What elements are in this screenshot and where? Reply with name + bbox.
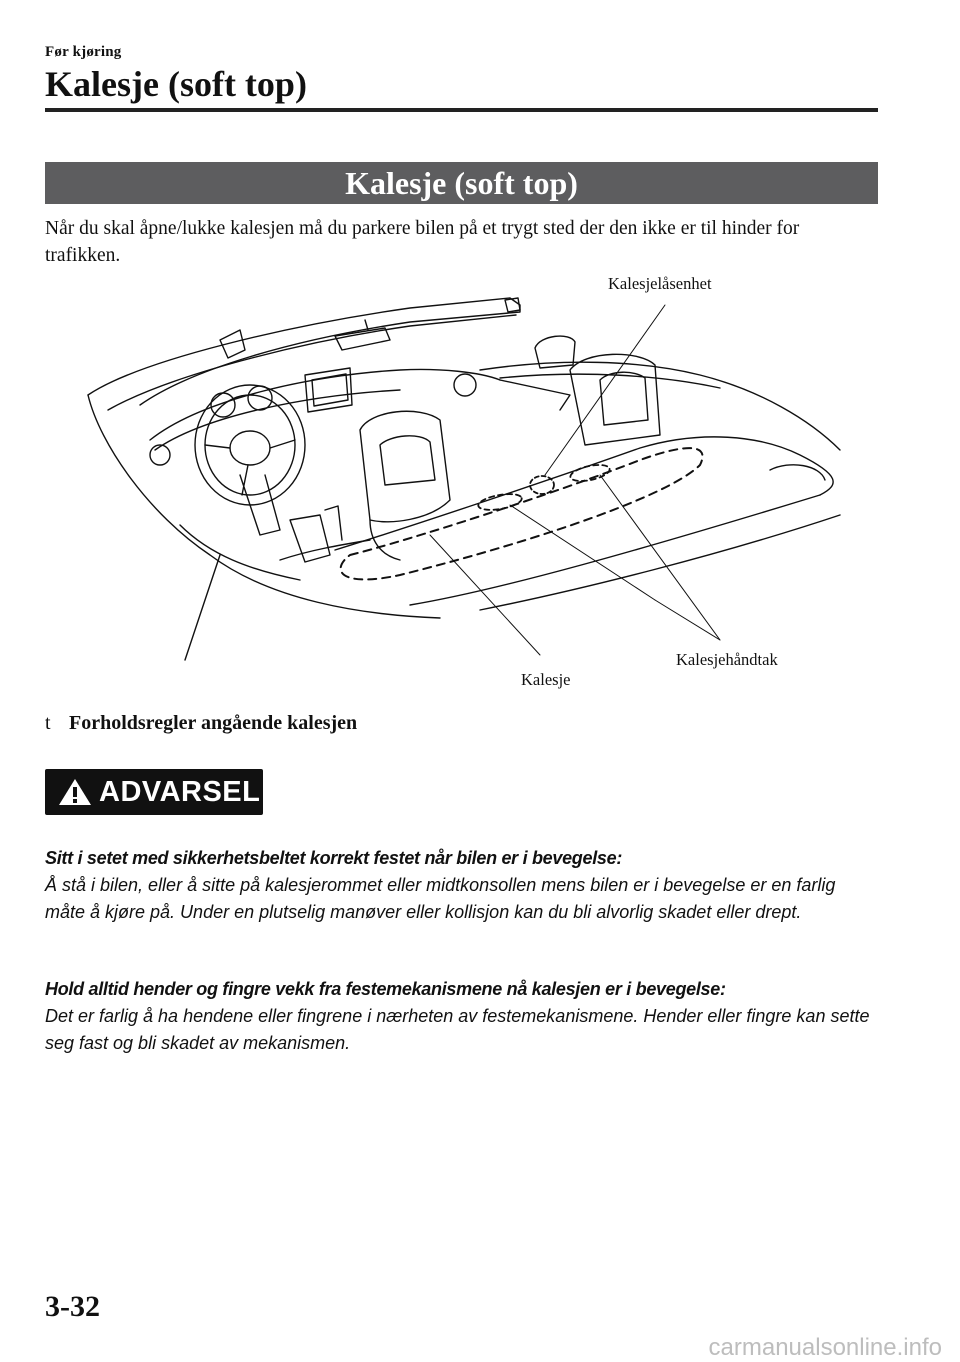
heading-divider [45,108,878,112]
bullet-marker: t [45,712,51,734]
warning-item-heading: Hold alltid hender og fingre vekk fra festemekanismene nå kalesjen er i bevegelse: [45,979,726,999]
section-banner: Kalesje (soft top) [45,162,878,204]
soft-top-illustration [80,270,880,695]
watermark: carmanualsonline.info [708,1334,942,1361]
warning-item-text: Det er farlig å ha hendene eller fingrene i nærheten av festemekanismene. Hender eller fingre kan sette seg fast og bli skadet av mekanismen. [45,1006,870,1053]
precautions-heading-text: Forholdsregler angående kalesjen [69,712,358,734]
intro-paragraph: Når du skal åpne/lukke kalesjen må du parkere bilen på et trygt sted der den ikke er til hinder for trafikken. [45,218,800,266]
page-number: 3-32 [45,1290,100,1323]
warning-item-1 [45,845,875,926]
warning-item-text: Å stå i bilen, eller å sitte på kalesjerommet eller midtkonsollen mens bilen er i bevegelse er en farlig måte å kjøre på. Under en plutselig manøver eller kollisjon kan du bli alvorlig skadet eller drept. [45,875,836,922]
label-lock-unit: Kalesjelåsenhet [608,274,712,293]
warning-item-heading: Sitt i setet med sikkerhetsbeltet korrekt festet når bilen er i bevegelse: [45,848,623,868]
warning-badge [45,769,263,815]
label-soft-top: Kalesje [521,670,571,689]
section-name: Før kjøring [45,44,122,60]
precautions-heading [45,712,357,735]
warning-item-2 [45,976,875,1057]
warning-triangle-icon [57,777,93,807]
label-handle: Kalesjehåndtak [676,650,778,669]
page-title: Kalesje (soft top) [45,64,307,104]
warning-label: ADVARSEL [99,776,261,808]
